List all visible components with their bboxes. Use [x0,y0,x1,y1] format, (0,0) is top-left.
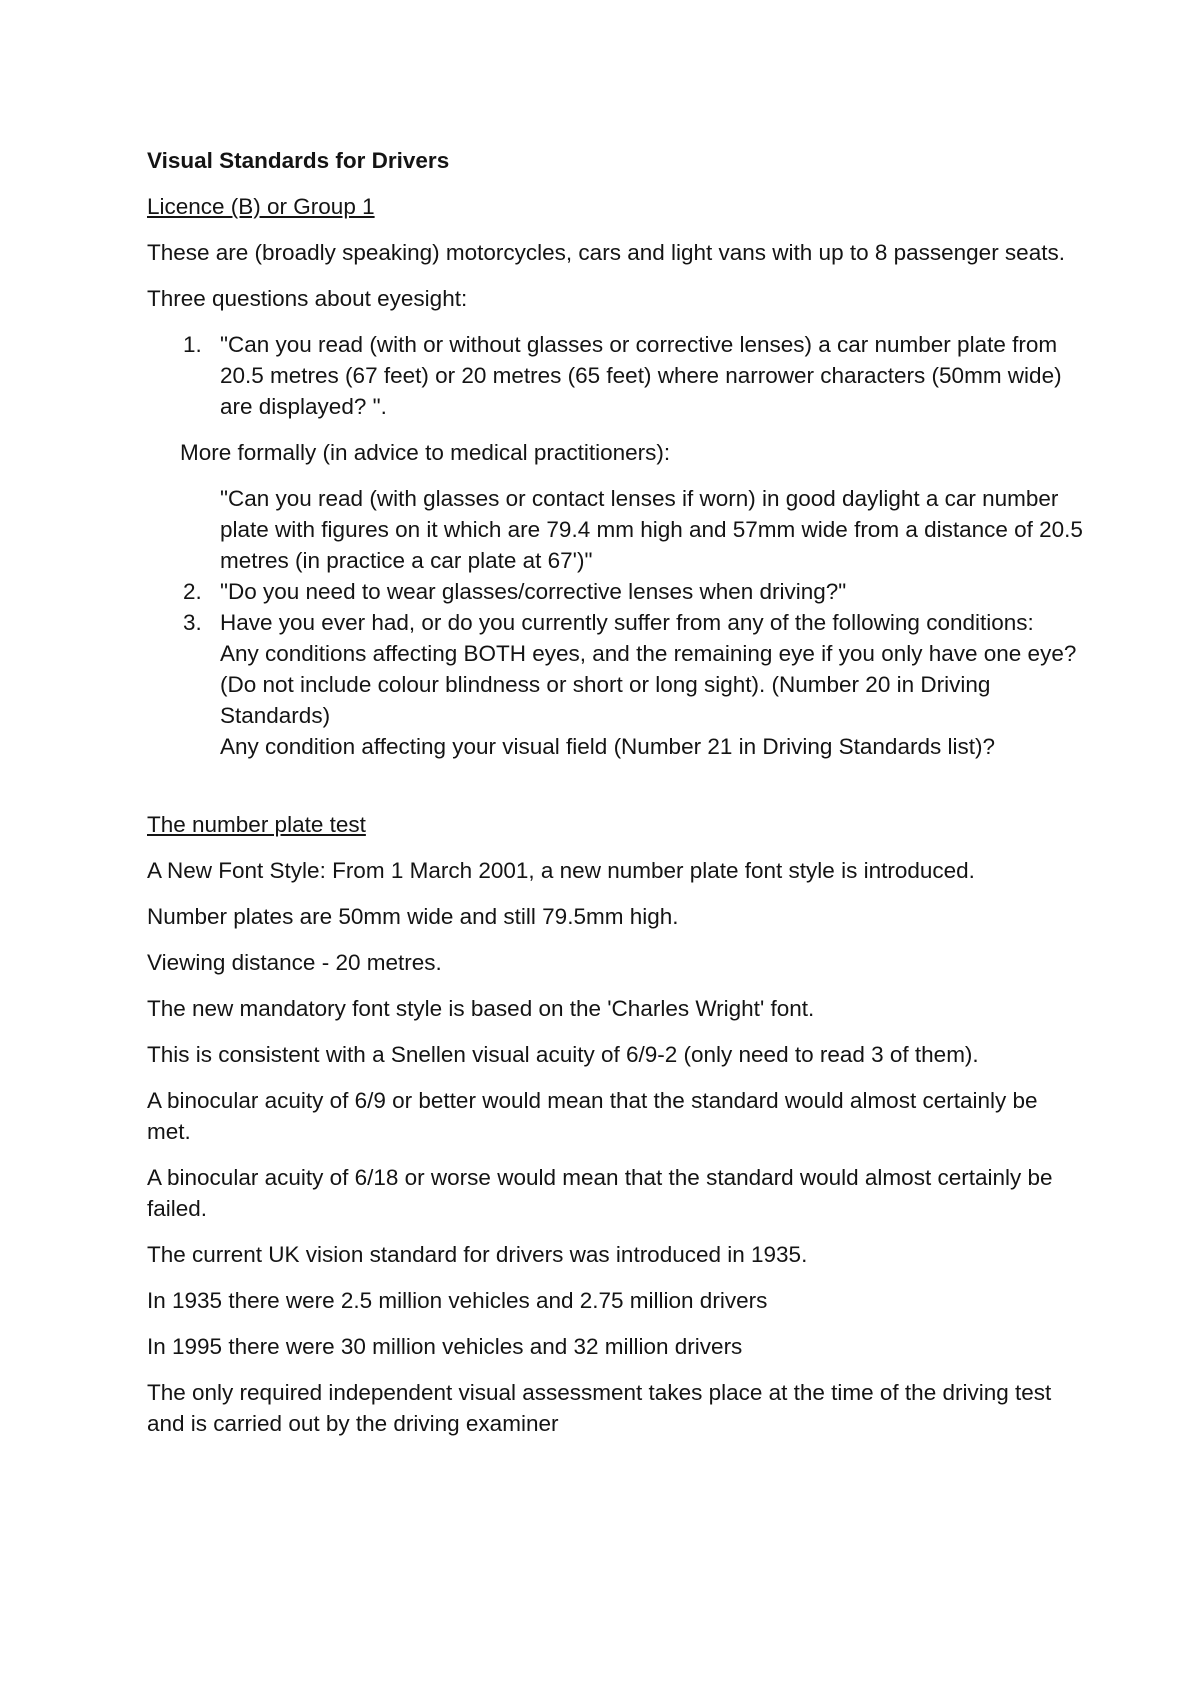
paragraph: The current UK vision standard for drivers was introduced in 1935. [147,1242,808,1267]
question-item [147,607,1087,762]
question-item [147,576,1087,607]
paragraph: In 1995 there were 30 million vehicles and 32 million drivers [147,1334,743,1359]
question-text: "Can you read (with or without glasses or corrective lenses) a car number plate from 20.5 metres (67 feet) or 20 metres (65 feet) where narrower characters (50mm wide) are displayed? ". [220,332,1062,419]
document-page [147,145,1087,1454]
licence-intro: These are (broadly speaking) motorcycles, cars and light vans with up to 8 passenger seats. [147,240,1065,265]
question-text: Have you ever had, or do you currently suffer from any of the following conditions: [220,610,1034,635]
paragraph: Number plates are 50mm wide and still 79.5mm high. [147,904,679,929]
paragraph: A New Font Style: From 1 March 2001, a new number plate font style is introduced. [147,858,975,883]
question-number: 2. [183,579,202,604]
question-subitem: Any conditions affecting BOTH eyes, and the remaining eye if you only have one eye? (Do not include colour blindness or short or long sight). (Number 20 in Driving Standards) [220,641,1077,728]
questions-intro: Three questions about eyesight: [147,286,468,311]
question-number: 1. [183,332,202,357]
eyesight-questions-list [147,329,1087,422]
eyesight-questions-list-cont [147,576,1087,762]
paragraph: A binocular acuity of 6/18 or worse would mean that the standard would almost certainly be failed. [147,1165,1053,1221]
paragraph: The only required independent visual assessment takes place at the time of the driving test and is carried out by the driving examiner [147,1380,1052,1436]
paragraph: In 1935 there were 2.5 million vehicles and 2.75 million drivers [147,1288,768,1313]
paragraph: This is consistent with a Snellen visual acuity of 6/9-2 (only need to read 3 of them). [147,1042,979,1067]
paragraph: Viewing distance - 20 metres. [147,950,442,975]
section-spacer [147,762,1087,809]
section-heading-number-plate-test: The number plate test [147,812,366,837]
formal-intro: More formally (in advice to medical practitioners): [180,440,671,465]
document-title: Visual Standards for Drivers [147,148,450,173]
question-subitem: Any condition affecting your visual field (Number 21 in Driving Standards list)? [220,734,995,759]
question-item [147,329,1087,422]
formal-quote: "Can you read (with glasses or contact lenses if worn) in good daylight a car number plate with figures on it which are 79.4 mm high and 57mm wide from a distance of 20.5 metres (in practice a car plate at 67')" [220,486,1083,573]
question-number: 3. [183,610,202,635]
paragraph: A binocular acuity of 6/9 or better would mean that the standard would almost certainly be met. [147,1088,1038,1144]
section-heading-licence: Licence (B) or Group 1 [147,194,375,219]
question-text: "Do you need to wear glasses/corrective lenses when driving?" [220,579,847,604]
paragraph: The new mandatory font style is based on the 'Charles Wright' font. [147,996,815,1021]
